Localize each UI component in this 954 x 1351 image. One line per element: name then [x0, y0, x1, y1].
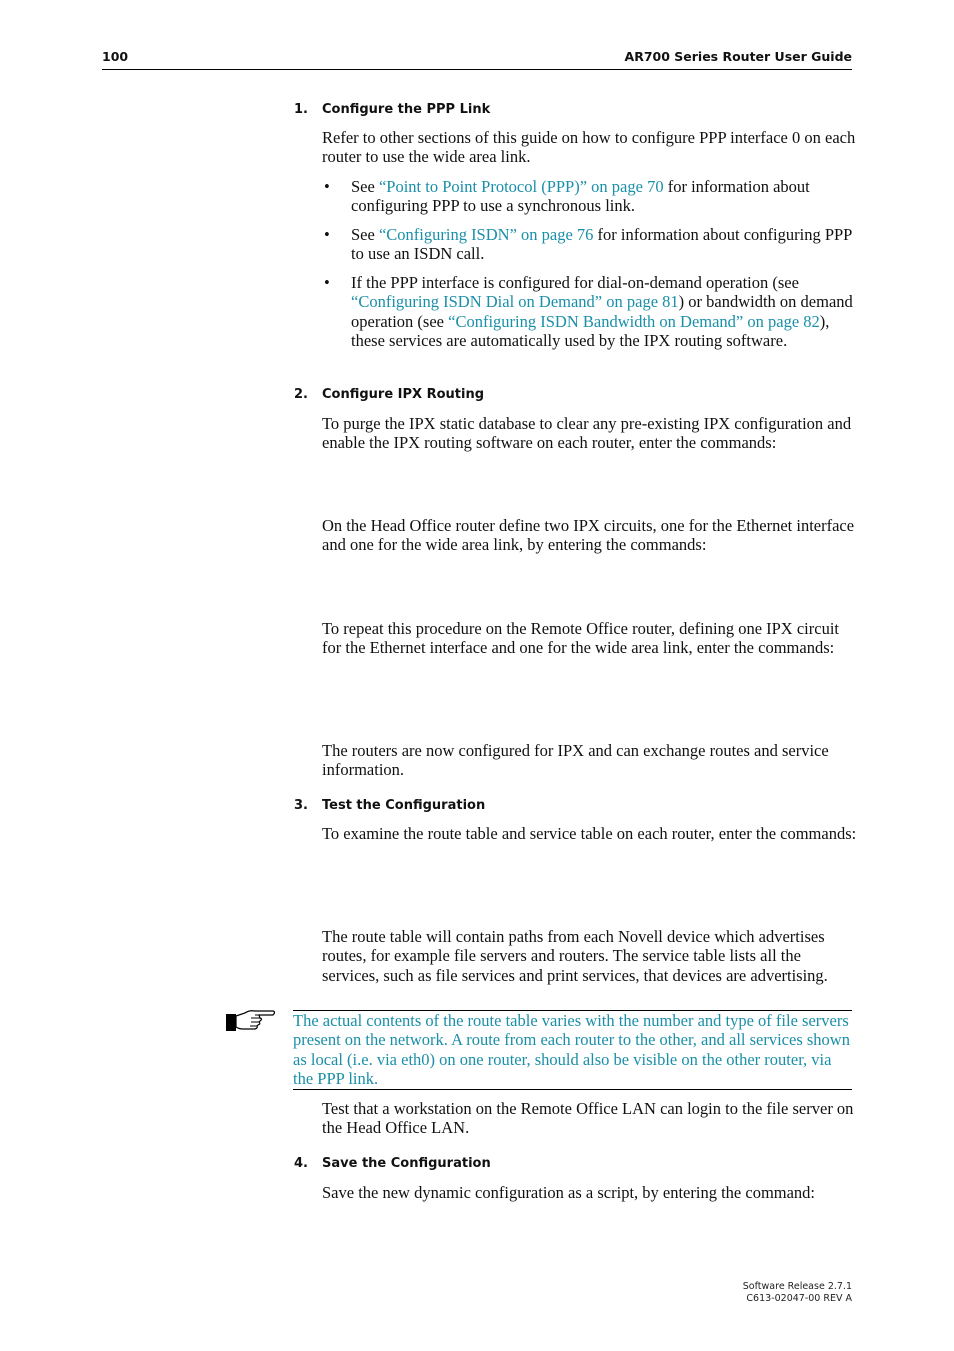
bullet-dot: • — [324, 273, 330, 292]
step-number: 1. — [294, 102, 308, 117]
link-dial-on-demand[interactable]: “Configuring ISDN Dial on Demand” on page 81 — [351, 292, 679, 312]
step-number: 2. — [294, 387, 308, 402]
bullet-dot: • — [324, 177, 330, 196]
link-bandwidth-on-demand[interactable]: “Configuring ISDN Bandwidth on Demand” on page 82 — [448, 311, 820, 331]
step-2-para-4: The routers are now configured for IPX and can exchange routes and service information. — [322, 741, 829, 780]
step-title: Configure IPX Routing — [322, 387, 485, 402]
step-4-heading — [294, 1156, 491, 1171]
step-3-para-3: Test that a workstation on the Remote Office LAN can login to the file server on the Head Office LAN. — [322, 1099, 854, 1138]
note-text: The actual contents of the route table varies with the number and type of file servers present on the network. A route from each router to the other, and all services shown as local (i.e. via eth0) on one router, should also be visible on the other router, via the PPP link. — [293, 1011, 850, 1088]
step-title: Test the Configuration — [322, 798, 486, 813]
bullet-text: ), these services are automatically used by the IPX routing software. — [351, 311, 830, 350]
step-2-para-1: To purge the IPX static database to clear any pre-existing IPX configuration and enable the IPX routing software on each router, enter the commands: — [322, 414, 852, 453]
link-isdn[interactable]: “Configuring ISDN” on page 76 — [378, 225, 594, 244]
step-1-intro: Refer to other sections of this guide on how to configure PPP interface 0 on each router to use the wide area link. — [322, 128, 856, 167]
bullet-dot: • — [324, 225, 330, 244]
bullet-text: ) or bandwidth on demand operation (see — [351, 292, 853, 331]
step-title: Configure the PPP Link — [322, 102, 491, 117]
bullet-text: for information about configuring PPP to use an ISDN call. — [351, 225, 852, 264]
page-header — [102, 49, 852, 70]
step-number: 4. — [294, 1156, 308, 1171]
page-footer — [743, 1281, 852, 1305]
page-number: 100 — [102, 49, 129, 64]
footer-doc-code: C613-02047-00 REV A — [746, 1293, 852, 1304]
step-3-heading — [294, 798, 485, 813]
step-number: 3. — [294, 798, 308, 813]
bullet-text: for information about configuring PPP to use a synchronous link. — [351, 177, 810, 216]
running-title: AR700 Series Router User Guide — [624, 49, 852, 64]
footer-release: Software Release 2.7.1 — [742, 1281, 852, 1292]
step-3-para-1: To examine the route table and service table on each router, enter the commands: — [322, 824, 857, 843]
step-2-para-2: On the Head Office router define two IPX circuits, one for the Ethernet interface and one for the wide area link, by entering the commands: — [322, 516, 855, 555]
link-ppp[interactable]: “Point to Point Protocol (PPP)” on page 70 — [378, 177, 664, 196]
note-box — [293, 1010, 852, 1090]
bullet-isdn — [322, 225, 857, 264]
bullet-ppp — [322, 177, 857, 216]
bullet-text: See — [351, 177, 379, 196]
step-2-para-3: To repeat this procedure on the Remote Office router, defining one IPX circuit for the Ethernet interface and one for the wide area link, enter the commands: — [322, 619, 839, 658]
bullet-text: If the PPP interface is configured for dial-on-demand operation (see — [351, 273, 799, 292]
pointing-hand-icon — [225, 1007, 277, 1033]
step-title: Save the Configuration — [322, 1156, 491, 1171]
bullet-dial-on-demand — [322, 273, 857, 350]
step-2-heading — [294, 387, 484, 402]
step-4-para-1: Save the new dynamic configuration as a script, by entering the command: — [322, 1183, 816, 1202]
step-3-para-2: The route table will contain paths from each Novell device which advertises routes, for example file servers and routers. The service table lists all the services, such as file services and print services, that devices are advertising. — [322, 927, 828, 985]
bullet-text: See — [351, 225, 379, 244]
step-1-heading — [294, 102, 490, 117]
